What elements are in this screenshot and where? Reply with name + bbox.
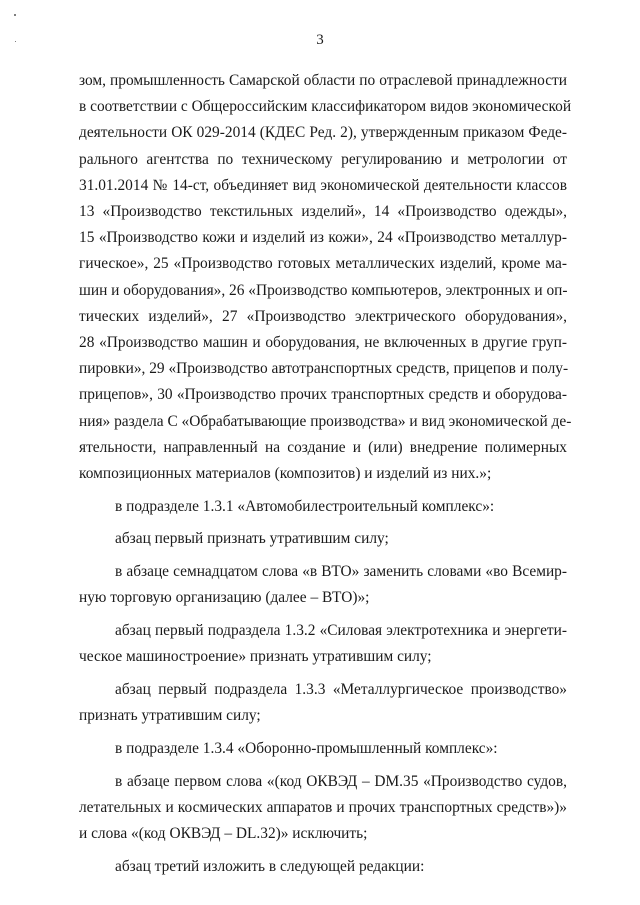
text-line: деятельности ОК 029-2014 (КДЕС Ред. 2), утвержденным приказом Феде- (79, 124, 567, 142)
amendment-paragraph (79, 526, 567, 552)
amendment-paragraph (79, 559, 567, 611)
text-line: в подразделе 1.3.4 «Оборонно-промышленный комплекс»: (115, 739, 498, 757)
text-line: в подразделе 1.3.1 «Автомобилестроительный комплекс»: (115, 497, 495, 515)
text-line: шин и оборудования», 26 «Производство компьютеров, электронных и оп- (79, 281, 568, 299)
text-line: 13 «Производство текстильных изделий», 14 «Производство одежды», (79, 203, 567, 221)
page-number: 3 (316, 32, 324, 48)
text-line: летательных и космических аппаратов и прочих транспортных средств»)» (79, 798, 567, 816)
text-line: ческое машиностроение» признать утратившим силу; (79, 648, 432, 666)
text-line: тических изделий», 27 «Производство электрического оборудования», (79, 307, 567, 325)
text-line: абзац третий изложить в следующей редакции: (115, 857, 425, 875)
text-line: 31.01.2014 № 14-ст, объединяет вид экономической деятельности классов (79, 176, 567, 194)
scan-speck (14, 14, 16, 16)
text-line: ния» раздела С «Обрабатывающие производства» и вид экономической де- (79, 412, 572, 430)
text-line: в абзаце семнадцатом слова «в ВТО» заменить словами «во Всемир- (115, 563, 567, 581)
text-line: ную торговую организацию (далее – ВТО)»; (79, 589, 370, 607)
amendment-paragraph (79, 769, 567, 848)
text-line: гическое», 25 «Производство готовых металлических изделий, кроме ма- (79, 255, 567, 273)
text-line: в соответствии с Общероссийским классификатором видов экономической (79, 98, 572, 116)
text-line: зом, промышленность Самарской области по отраслевой принадлежности (79, 72, 567, 89)
text-line: прицепов», 30 «Производство прочих транспортных средств и оборудова- (79, 386, 567, 404)
text-line: признать утратившим силу; (79, 707, 261, 725)
text-line: рального агентства по техническому регулированию и метрологии от (79, 150, 567, 168)
amendment-paragraph (79, 618, 567, 670)
text-line: 28 «Производство машин и оборудования, не включенных в другие груп- (79, 334, 567, 352)
text-line: в абзаце первом слова «(код ОКВЭД – DM.35 «Производство судов, (115, 772, 567, 790)
paragraph-continuation (79, 68, 572, 487)
text-line: композиционных материалов (композитов) и изделий из них.»; (79, 465, 492, 483)
text-line: абзац первый подраздела 1.3.2 «Силовая электротехника и энергети- (115, 622, 567, 640)
amendment-paragraph (79, 494, 567, 520)
text-line: ятельности, направленный на создание и (или) внедрение полимерных (79, 438, 567, 456)
text-line: пировки», 29 «Производство автотранспортных средств, прицепов и полу- (79, 360, 569, 378)
text-line: 15 «Производство кожи и изделий из кожи», 24 «Производство металлур- (79, 229, 567, 247)
amendment-list (79, 494, 567, 880)
amendment-paragraph (79, 677, 567, 729)
body-text (79, 68, 572, 880)
amendment-paragraph (79, 736, 567, 762)
amendment-paragraph (79, 854, 567, 880)
text-line: абзац первый признать утратившим силу; (115, 530, 389, 548)
text-line: и слова «(код ОКВЭД – DL.32)» исключить; (79, 824, 368, 842)
text-line: абзац первый подраздела 1.3.3 «Металлургическое производство» (115, 680, 567, 698)
